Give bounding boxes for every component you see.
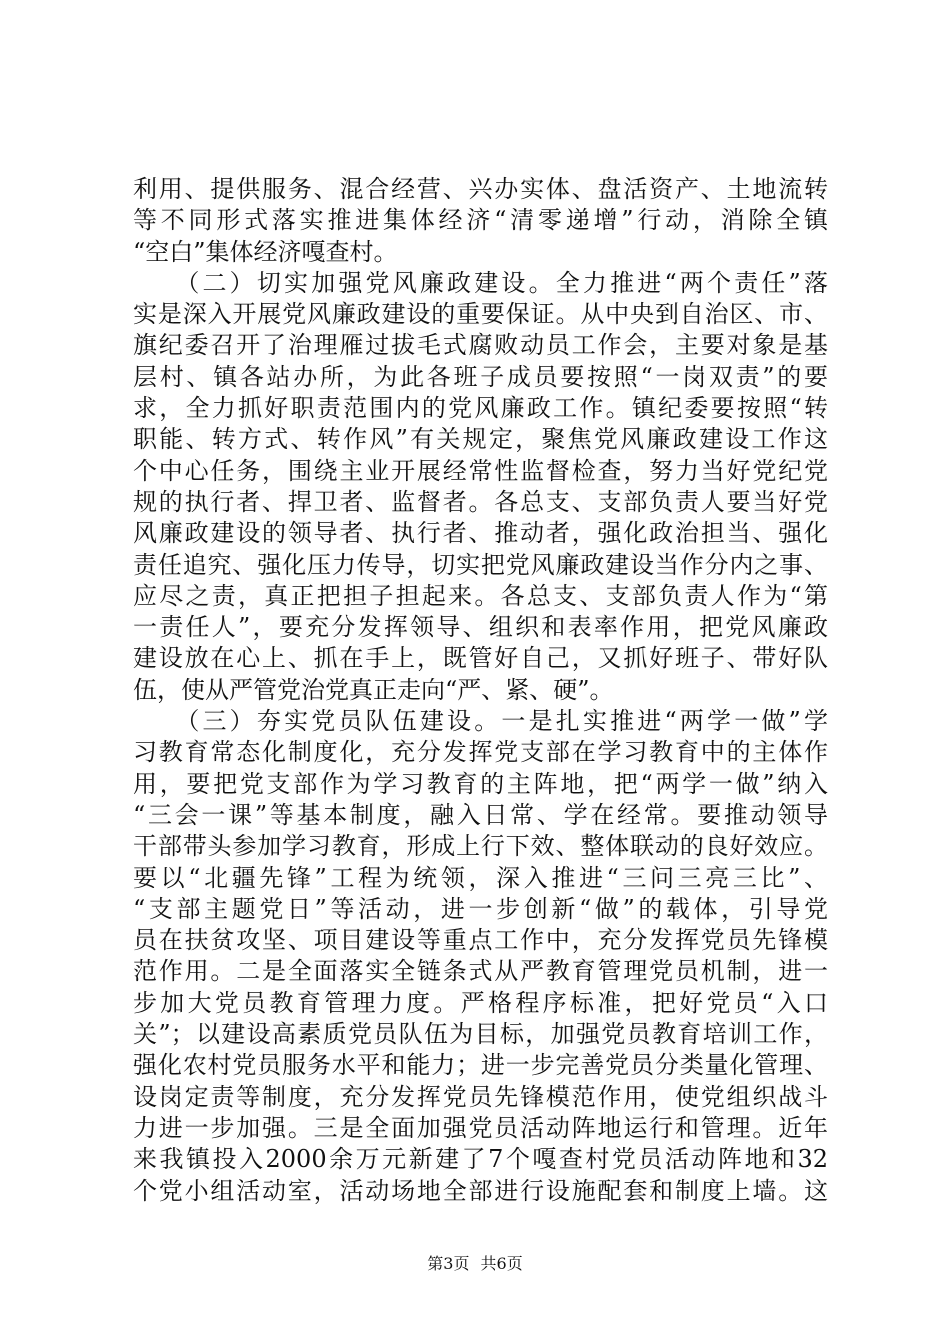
page-number: 第3页 [427, 1254, 470, 1273]
text-line: 力进一步加强。三是全面加强党员活动阵地运行和管理。近年 [133, 1113, 828, 1142]
text-line: “三会一课”等基本制度，融入日常、学在经常。要推动领导 [133, 800, 828, 829]
text-line: 干部带头参加学习教育，形成上行下效、整体联动的良好效应。 [133, 832, 828, 861]
text-line: 用，要把党支部作为学习教育的主阵地，把“两学一做”纳入 [133, 769, 828, 798]
text-line: 来我镇投入2000余万元新建了7个嘎查村党员活动阵地和32 [133, 1145, 828, 1174]
text-line: 强化农村党员服务水平和能力；进一步完善党员分类量化管理、 [133, 1051, 828, 1080]
text-line: 设岗定责等制度，充分发挥党员先锋模范作用，使党组织战斗 [133, 1082, 828, 1111]
text-line: 实是深入开展党风廉政建设的重要保证。从中央到自治区、市、 [133, 300, 828, 329]
body-text [133, 174, 828, 1207]
text-line: 伍，使从严管党治党真正走向“严、紧、硬”。 [133, 675, 614, 704]
text-line: 职能、转方式、转作风”有关规定，聚焦党风廉政建设工作这 [133, 425, 828, 454]
page-total: 共6页 [480, 1254, 523, 1273]
text-line: “空白”集体经济嘎查村。 [133, 237, 398, 266]
text-line: 习教育常态化制度化，充分发挥党支部在学习教育中的主体作 [133, 738, 828, 767]
text-line: 个党小组活动室，活动场地全部进行设施配套和制度上墙。这 [133, 1176, 828, 1205]
text-line: 范作用。二是全面落实全链条式从严教育管理党员机制，进一 [133, 957, 828, 986]
text-line: 个中心任务，围绕主业开展经常性监督检查，努力当好党纪党 [133, 456, 828, 485]
text-line: 旗纪委召开了治理雁过拔毛式腐败动员工作会，主要对象是基 [133, 331, 828, 360]
text-line: 应尽之责，真正把担子担起来。各总支、支部负责人作为“第 [133, 581, 828, 610]
text-line: 层村、镇各站办所，为此各班子成员要按照“一岗双责”的要 [133, 362, 828, 391]
page-footer [0, 1254, 950, 1274]
text-line: 要以“北疆先锋”工程为统领，深入推进“三问三亮三比”、 [133, 863, 828, 892]
text-line: 利用、提供服务、混合经营、兴办实体、盘活资产、土地流转 [133, 175, 828, 203]
text-line: 关”；以建设高素质党员队伍为目标，加强党员教育培训工作， [133, 1020, 828, 1049]
text-line: “支部主题党日”等活动，进一步创新“做”的载体，引导党 [133, 894, 828, 923]
text-line: 责任追究、强化压力传导，切实把党风廉政建设当作分内之事、 [133, 550, 828, 579]
text-line: 求，全力抓好职责范围内的党风廉政工作。镇纪委要按照“转 [133, 394, 828, 423]
text-line: （二）切实加强党风廉政建设。全力推进“两个责任”落 [133, 268, 828, 297]
text-line: 步加大党员教育管理力度。严格程序标准，把好党员“入口 [133, 988, 828, 1017]
text-line: （三）夯实党员队伍建设。一是扎实推进“两学一做”学 [133, 707, 828, 736]
text-line: 规的执行者、捍卫者、监督者。各总支、支部负责人要当好党 [133, 487, 828, 516]
text-line: 一责任人”，要充分发挥领导、组织和表率作用，把党风廉政 [133, 613, 828, 642]
text-line: 建设放在心上、抓在手上，既管好自己，又抓好班子、带好队 [133, 644, 828, 673]
text-line: 风廉政建设的领导者、执行者、推动者，强化政治担当、强化 [133, 519, 828, 548]
text-line: 员在扶贫攻坚、项目建设等重点工作中，充分发挥党员先锋模 [133, 926, 828, 955]
text-line: 等不同形式落实推进集体经济“清零递增”行动，消除全镇 [133, 206, 828, 235]
